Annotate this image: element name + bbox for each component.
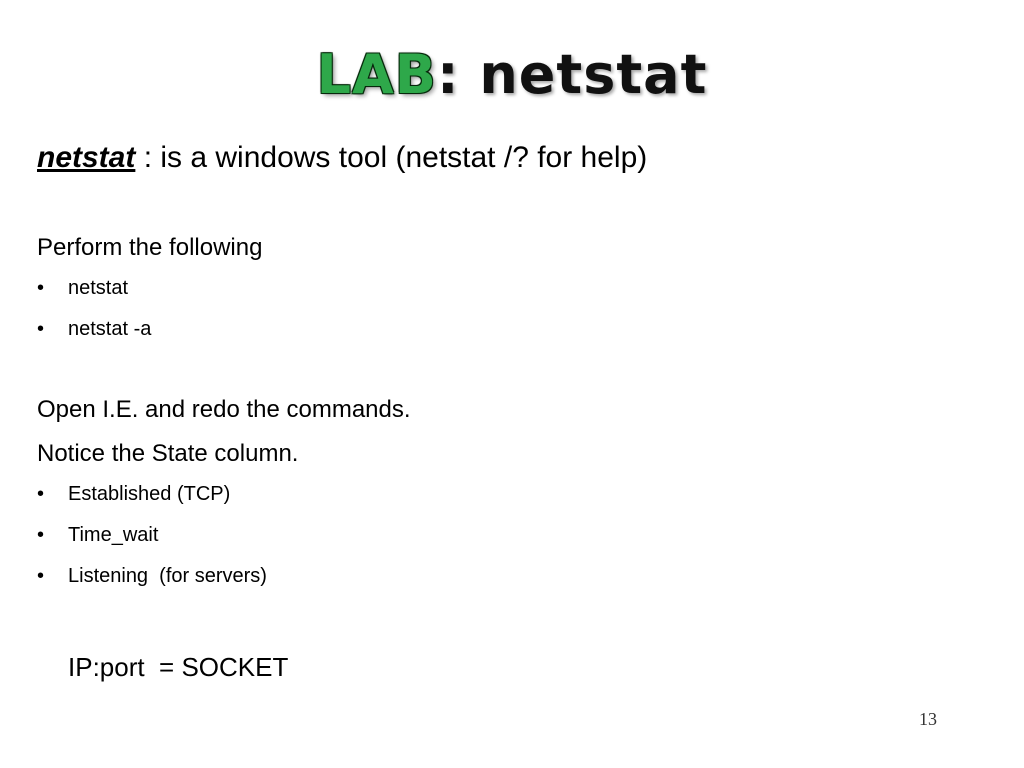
list-item	[37, 556, 937, 597]
list-item	[37, 309, 937, 350]
page-number: 13	[919, 709, 937, 729]
bullet-icon: •	[37, 277, 45, 299]
intro-line	[37, 130, 937, 186]
notice-text: Notice the State column.	[37, 440, 299, 467]
title-rest: : netstat	[436, 43, 708, 106]
list-item-label: netstat	[68, 277, 129, 299]
list-item-label: netstat -a	[68, 318, 152, 340]
perform-list	[37, 268, 937, 350]
slide-body	[37, 130, 937, 687]
list-item-label: Listening (for servers)	[68, 565, 267, 587]
intro-text: : is a windows tool (netstat /? for help)	[135, 141, 648, 174]
open-text: Open I.E. and redo the commands.	[37, 396, 411, 423]
title-accent: LAB	[316, 43, 437, 106]
bullet-icon: •	[37, 565, 45, 587]
bullet-icon: •	[37, 483, 45, 505]
socket-text: IP:port = SOCKET	[68, 652, 289, 682]
slide-title	[0, 40, 1024, 110]
intro-term: netstat	[37, 141, 136, 174]
list-item-label: Established (TCP)	[68, 483, 231, 505]
list-item	[37, 515, 937, 556]
list-item	[37, 474, 937, 515]
list-item	[37, 268, 937, 309]
perform-heading: Perform the following	[37, 234, 263, 261]
bullet-icon: •	[37, 318, 45, 340]
state-list	[37, 474, 937, 597]
list-item-label: Time_wait	[68, 524, 159, 546]
bullet-icon: •	[37, 524, 45, 546]
